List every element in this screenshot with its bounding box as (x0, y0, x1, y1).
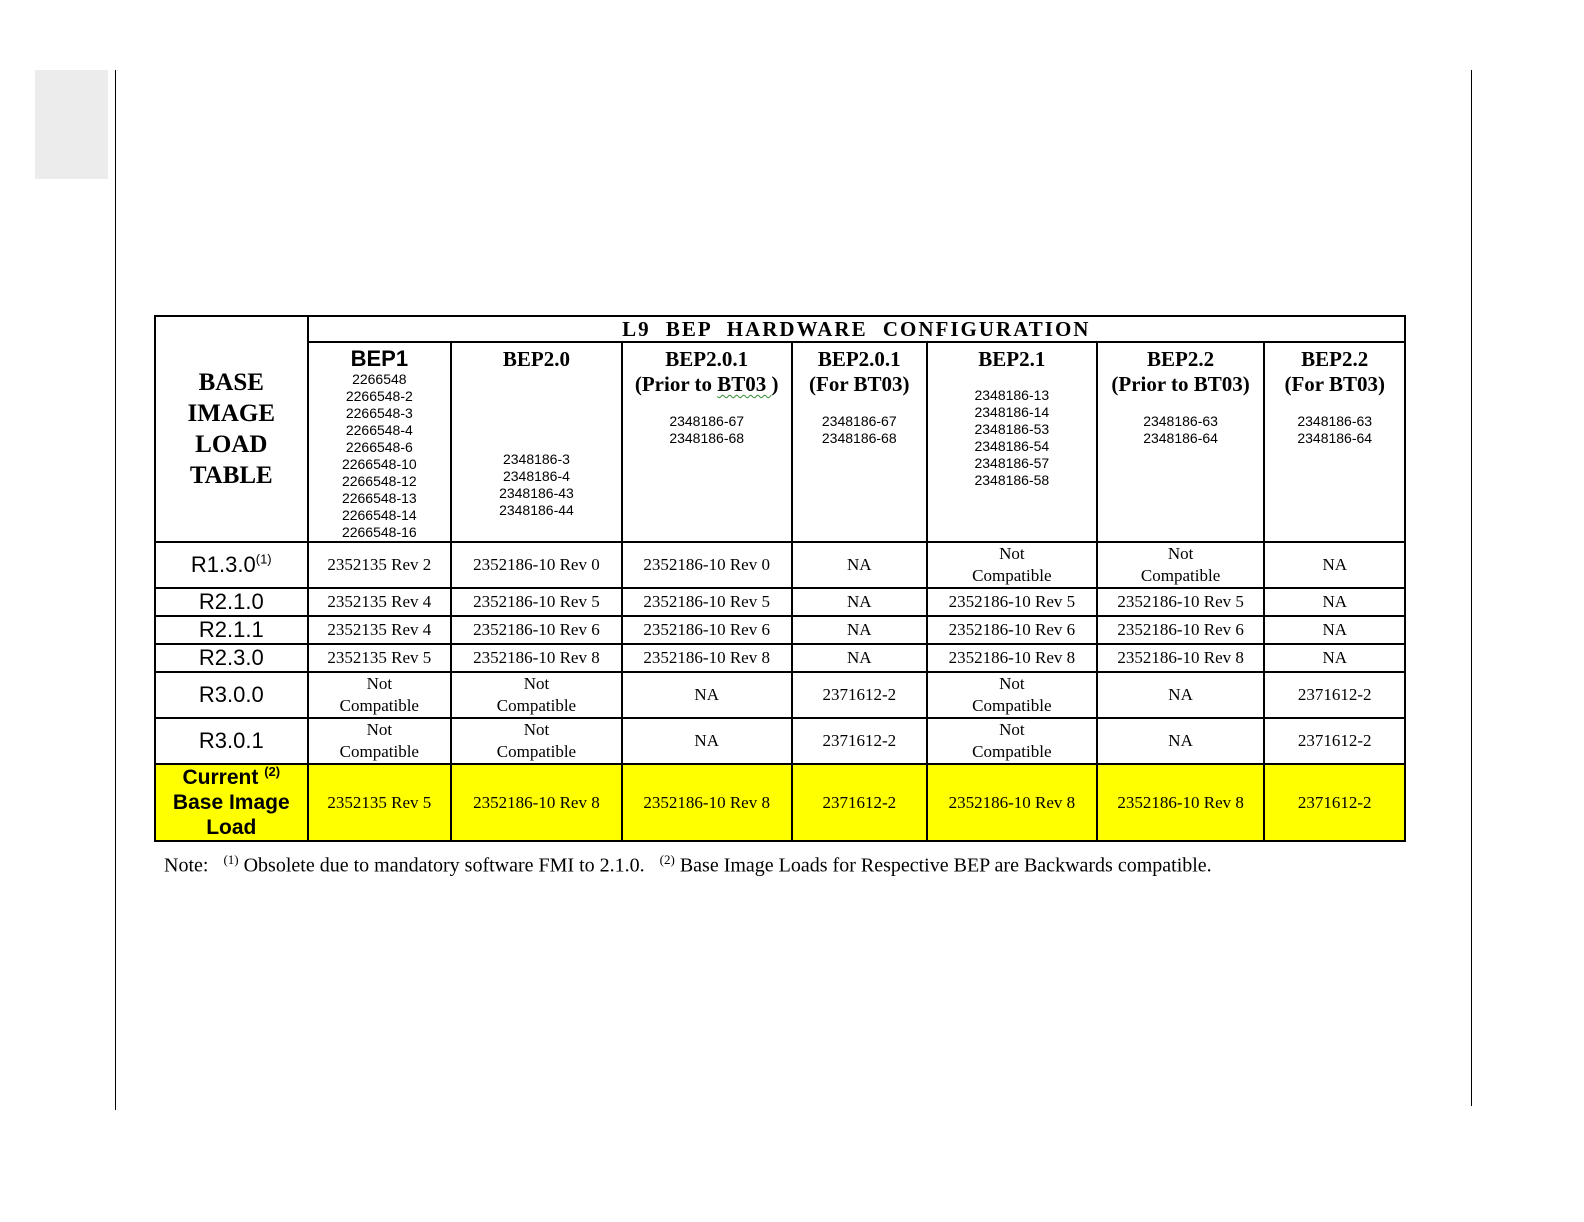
table-row (155, 542, 1405, 588)
part-number-list: 2348186-3 2348186-4 2348186-43 2348186-44 (499, 451, 574, 518)
table-cell: 2352186-10 Rev 8 (451, 764, 622, 841)
release-label: R2.3.0 (155, 644, 308, 672)
table-cell: 2352135 Rev 4 (308, 588, 451, 616)
column-header-bep2-0: BEP2.0 2348186-3 2348186-4 2348186-43 2348186-44 (451, 342, 622, 542)
current-base-image-label: Current $^{(2)}$ Base Image Load (155, 764, 308, 841)
base-image-load-table (154, 315, 1406, 842)
table-cell: Not Compatible (927, 718, 1097, 764)
left-margin-line (115, 70, 116, 1110)
table-cell: NA (792, 588, 927, 616)
table-cell: 2352186-10 Rev 6 (451, 616, 622, 644)
table-cell: 2371612-2 (1264, 764, 1405, 841)
release-label: R1.3.0$^{(1)}$ (155, 542, 308, 588)
page-thumbnail-placeholder (35, 70, 108, 179)
table-cell: 2371612-2 (1264, 718, 1405, 764)
column-header-bep2-2-for: BEP2.2 (For BT03) 2348186-63 2348186-64 (1264, 342, 1405, 542)
table-cell: Not Compatible (1097, 542, 1265, 588)
column-header-bep1: BEP1 2266548 2266548-2 2266548-3 2266548-4 2266548-6 2266548-10 2266548-12 2266548-13 2266548-14 2266548-16 (308, 342, 451, 542)
table-cell: 2352186-10 Rev 5 (622, 588, 792, 616)
table-cell: 2352186-10 Rev 5 (451, 588, 622, 616)
part-number-list: 2348186-67 2348186-68 (669, 413, 745, 446)
table-cell: 2352186-10 Rev 5 (927, 588, 1097, 616)
table-cell: 2352186-10 Rev 8 (622, 644, 792, 672)
table-cell: NA (622, 672, 792, 718)
table-cell: Not Compatible (308, 672, 451, 718)
table-cell: 2352186-10 Rev 8 (1097, 644, 1265, 672)
table-footnote: Note: $^{(1)}$ Obsolete due to mandatory software FMI to 2.1.0. $^{(2)}$ Base Image Loads for Respective BEP are Backwards compatible. (164, 852, 1212, 877)
table-row (155, 644, 1405, 672)
table-cell: 2352186-10 Rev 0 (451, 542, 622, 588)
column-header-row (155, 342, 1405, 542)
table-cell: 2371612-2 (792, 718, 927, 764)
table-cell: NA (1264, 542, 1405, 588)
table-cell: 2352186-10 Rev 8 (1097, 764, 1265, 841)
release-label: R3.0.1 (155, 718, 308, 764)
column-header-bep2-0-1-prior: BEP2.0.1 (Prior to BT03 ) 2348186-67 2348186-68 (622, 342, 792, 542)
table-cell: 2352186-10 Rev 8 (622, 764, 792, 841)
table-cell: NA (1264, 588, 1405, 616)
table-cell: 2352186-10 Rev 0 (622, 542, 792, 588)
table-cell: 2352186-10 Rev 8 (451, 644, 622, 672)
table-corner-title: BASE IMAGE LOAD TABLE (155, 316, 308, 542)
table-cell: Not Compatible (927, 542, 1097, 588)
column-header-bep2-2-prior: BEP2.2 (Prior to BT03) 2348186-63 2348186-64 (1097, 342, 1265, 542)
table-cell: 2352135 Rev 5 (308, 644, 451, 672)
table-cell: Not Compatible (927, 672, 1097, 718)
table-row (155, 616, 1405, 644)
table-cell: Not Compatible (308, 718, 451, 764)
part-number-list: 2348186-67 2348186-68 (821, 413, 897, 446)
table-cell: NA (792, 644, 927, 672)
table-cell: 2352186-10 Rev 6 (927, 616, 1097, 644)
table-cell: 2352135 Rev 2 (308, 542, 451, 588)
table-cell: NA (622, 718, 792, 764)
table-row (155, 672, 1405, 718)
table-cell: NA (1264, 644, 1405, 672)
footnote-marker: (1) (255, 551, 272, 567)
table-cell: NA (1097, 718, 1265, 764)
current-base-image-row (155, 764, 1405, 841)
part-number-list: 2348186-63 2348186-64 (1143, 413, 1218, 446)
table-cell: NA (792, 542, 927, 588)
part-number-list: 2348186-13 2348186-14 2348186-53 2348186-54 2348186-57 2348186-58 (974, 387, 1050, 488)
footnote-marker: (2) (264, 764, 281, 779)
table-cell: 2352186-10 Rev 8 (927, 764, 1097, 841)
table-cell: 2352135 Rev 5 (308, 764, 451, 841)
config-title-row (155, 316, 1405, 342)
table-cell: Not Compatible (451, 672, 622, 718)
right-margin-line (1471, 70, 1472, 1106)
table-row (155, 718, 1405, 764)
table-cell: 2352186-10 Rev 8 (927, 644, 1097, 672)
table-cell: 2352186-10 Rev 6 (622, 616, 792, 644)
table-cell: NA (1264, 616, 1405, 644)
part-number-list: 2348186-63 2348186-64 (1297, 413, 1373, 446)
table-cell: 2352135 Rev 4 (308, 616, 451, 644)
hardware-config-title: L9 BEP HARDWARE CONFIGURATION (308, 316, 1405, 342)
table-row (155, 588, 1405, 616)
release-label: R2.1.1 (155, 616, 308, 644)
part-number-list: 2266548 2266548-2 2266548-3 2266548-4 2266548-6 2266548-10 2266548-12 2266548-13 2266548-14 2266548-16 (341, 371, 417, 540)
table-cell: Not Compatible (451, 718, 622, 764)
table-cell: 2371612-2 (1264, 672, 1405, 718)
column-header-bep2-1: BEP2.1 2348186-13 2348186-14 2348186-53 2348186-54 2348186-57 2348186-58 (927, 342, 1097, 542)
table-cell: 2371612-2 (792, 764, 927, 841)
column-header-bep2-0-1-for: BEP2.0.1 (For BT03) 2348186-67 2348186-68 (792, 342, 927, 542)
table-cell: 2352186-10 Rev 5 (1097, 588, 1265, 616)
table-cell: 2371612-2 (792, 672, 927, 718)
table-cell: NA (1097, 672, 1265, 718)
release-label: R3.0.0 (155, 672, 308, 718)
release-label: R2.1.0 (155, 588, 308, 616)
table-cell: NA (792, 616, 927, 644)
table-cell: 2352186-10 Rev 6 (1097, 616, 1265, 644)
